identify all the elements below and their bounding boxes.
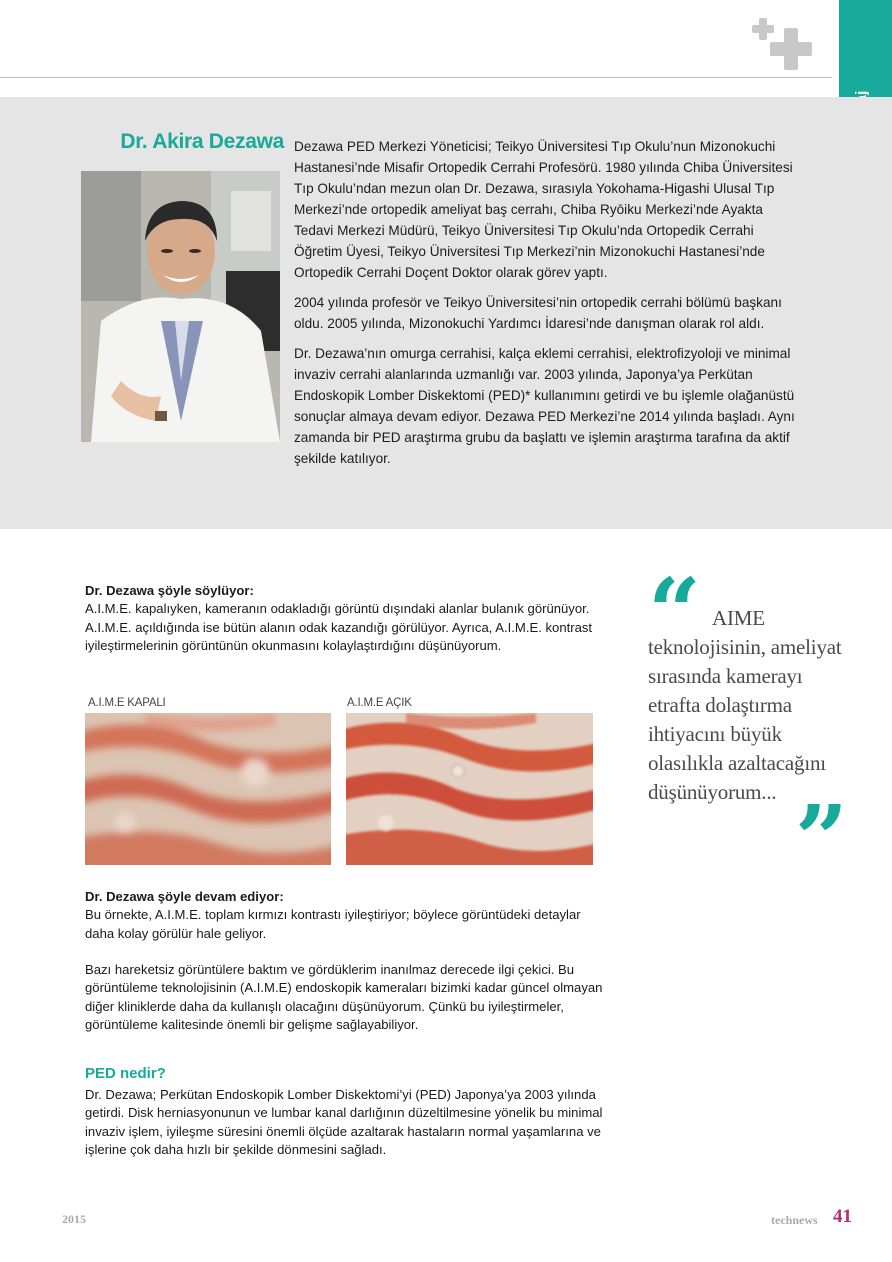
- quote-close-mark: ”: [795, 785, 848, 893]
- pull-quote: [648, 604, 848, 807]
- section-text: Bu örnekte, A.I.M.E. toplam kırmızı kontrastı iyileştiriyor; böylece görüntüdeki detaylar daha kolay görülür hale geliyor.: [85, 907, 581, 941]
- bio-text: [294, 136, 804, 478]
- page-number: 41: [833, 1206, 852, 1227]
- image-label-off: A.I.M.E KAPALI: [88, 697, 166, 709]
- footer-year: 2015: [62, 1212, 86, 1226]
- endoscopic-image-on: [346, 713, 593, 865]
- bio-name: Dr. Akira Dezawa: [120, 130, 284, 153]
- section-lead: Dr. Dezawa şöyle söylüyor:: [85, 583, 254, 598]
- header-rule: [0, 77, 832, 78]
- section-text: Dr. Dezawa; Perkütan Endoskopik Lomber Diskektomi’yi (PED) Japonya’ya 2003 yılında getirdi. Disk herniasyonunun ve lumbar kanal darlığının düzeltilmesine yönelik bu minimal invaziv işlem, iyileşme süresini önemli ölçüde azaltarak hastaların normal yaşamlarına ve işlerine çok daha hızlı bir şekilde dönmesini sağladı.: [85, 1087, 603, 1157]
- plus-icon: [770, 28, 812, 70]
- pull-quote-text: AIME teknolojisinin, ameliyat sırasında kamerayı etrafta dolaştırma ihtiyacını büyük olasılıkla azaltacağını düşünüyorum...: [648, 606, 842, 804]
- bio-paragraph: Dr. Dezawa’nın omurga cerrahisi, kalça eklemi cerrahisi, elektrofizyoloji ve minimal invaziv cerrahi alanlarında uzmanlığı var. 2003 yılında, Japonya’ya Perkütan Endoskopik Lomber Diskektomi (PED)* kullanımını getirdi ve bu işlemle olağanüstü sonuçlar almaya devam ediyor. Dezawa PED Merkezi’ne 2014 yılında başladı. Aynı zamanda bir PED araştırma grubu da başlattı ve işlemin araştırma tarafına da aktif şekilde katılıyor.: [294, 346, 795, 466]
- bio-paragraph: 2004 yılında profesör ve Teikyo Üniversitesi’nin ortopedik cerrahi bölümü başkanı oldu. 2005 yılında, Mizonokuchi Yardımcı İdaresi’nde danışman olarak rol aldı.: [294, 295, 782, 331]
- ped-heading: PED nedir?: [85, 1065, 166, 1082]
- bio-paragraph: Dezawa PED Merkezi Yöneticisi; Teikyo Üniversitesi Tıp Okulu’nun Mizonokuchi Hastanesi’nde Misafir Ortopedik Cerrahi Profesörü. 1980 yılında Chiba Üniversitesi Tıp Okulu’ndan mezun olan Dr. Dezawa, sırasıyla Yokohama-Higashi Ulusal Tıp Merkezi’nde ortopedik ameliyat baş cerrahı, Chiba Ryōiku Merkezi’nde Ayakta Tedavi Merkezi Müdürü, Teikyo Üniversitesi Tıp Okulu’nda Ortopedik Cerrahi Öğretim Üyesi, Teikyo Üniversitesi Tıp Merkezi’nin Mizonokuchi Hastanesi’nde Ortopedik Cerrahi Doçent Doktor olarak görev yaptı.: [294, 139, 793, 280]
- endoscopic-image-off: [85, 713, 331, 865]
- ped-section: [85, 1086, 605, 1159]
- footer-brand: technews: [771, 1213, 818, 1227]
- portrait-photo: [81, 171, 280, 442]
- image-label-on: A.I.M.E AÇIK: [347, 697, 412, 709]
- section-text: A.I.M.E. kapalıyken, kameranın odakladığı görüntü dışındaki alanlar bulanık görünüyor. A.I.M.E. açıldığında ise bütün alanın odak kazandığı görülüyor. Ayrıca, A.I.M.E. kontrast iyileştirmelerinin görüntünün okunmasını kolaylaştırdığını düşünüyorum.: [85, 601, 593, 653]
- quote-open-mark: “: [648, 558, 701, 666]
- interview-section-3: [85, 961, 605, 1034]
- interview-section-1: [85, 582, 605, 655]
- interview-section-2: [85, 888, 605, 943]
- section-text: Bazı hareketsiz görüntülere baktım ve gördüklerim inanılmaz derecede ilgi çekici. Bu görüntüleme teknolojisinin (A.I.M.E) endoskopik kameraları bizimki kadar güncel olmayan diğer kliniklerde daha da kullanışlı olacağını düşünüyorum. Çünkü bu iyileştirmeler, görüntüleme kalitesinde önemli bir gelişme sağlayabiliyor.: [85, 962, 603, 1032]
- section-lead: Dr. Dezawa şöyle devam ediyor:: [85, 889, 284, 904]
